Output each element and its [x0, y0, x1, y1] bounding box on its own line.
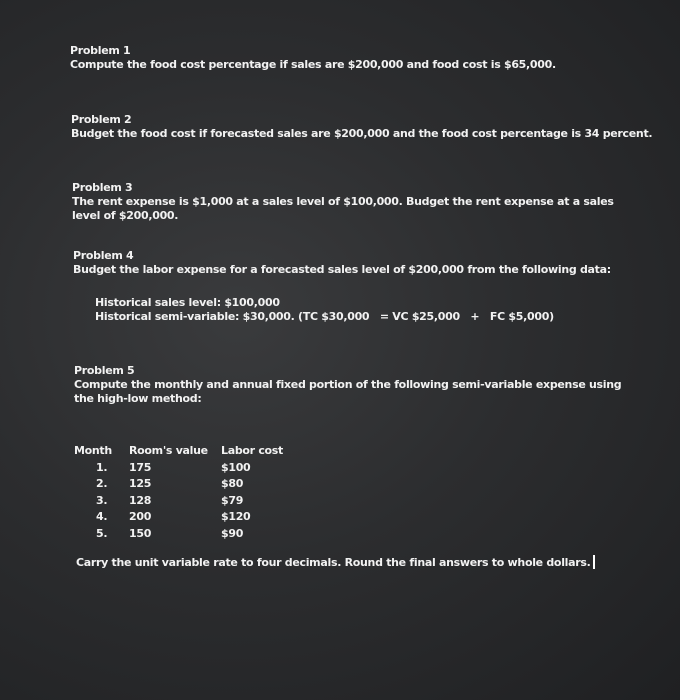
table-row [74, 510, 291, 527]
problem-5 [74, 364, 644, 406]
labor-cost-cell: $90 [221, 526, 244, 540]
rounding-note-text: Carry the unit variable rate to four decimals. Round the final answers to whole dollars. [76, 556, 591, 569]
table-row [74, 494, 291, 511]
month-cell: 5. [96, 526, 108, 540]
rounding-note [76, 555, 595, 570]
rooms-value-cell: 128 [129, 493, 152, 507]
labor-cost-cell: $100 [221, 460, 251, 474]
month-cell: 3. [96, 493, 108, 507]
historical-semi-variable: Historical semi-variable: $30,000. (TC $30,000 = VC $25,000 + FC $5,000) [95, 310, 554, 323]
problem-2-text: Budget the food cost if forecasted sales are $200,000 and the food cost percentage is 34 percent. [71, 127, 653, 140]
problem-2-title: Problem 2 [71, 113, 132, 126]
rooms-value-cell: 175 [129, 460, 152, 474]
historical-sales-level: Historical sales level: $100,000 [95, 296, 280, 309]
problem-4-data [95, 296, 554, 324]
problem-1 [70, 44, 556, 72]
month-cell: 4. [96, 510, 108, 523]
labor-cost-cell: $120 [221, 510, 251, 523]
month-cell: 2. [96, 477, 108, 490]
problem-2 [71, 113, 652, 141]
column-header-rooms-value: Room's value [129, 444, 208, 457]
rooms-value-cell: 150 [129, 526, 152, 540]
table-row [74, 461, 291, 478]
rooms-value-cell: 200 [129, 510, 152, 523]
problem-1-title: Problem 1 [70, 44, 131, 57]
problem-3 [72, 181, 632, 223]
problem-4-title: Problem 4 [73, 249, 134, 262]
problem-5-text: Compute the monthly and annual fixed portion of the following semi-variable expense using the high-low method: [74, 378, 622, 405]
text-cursor [593, 555, 595, 569]
month-cell: 1. [96, 460, 108, 474]
problem-3-title: Problem 3 [72, 181, 133, 194]
problem-4 [73, 249, 611, 277]
labor-cost-cell: $80 [221, 477, 244, 490]
labor-cost-cell: $79 [221, 493, 244, 507]
problem-3-text: The rent expense is $1,000 at a sales level of $100,000. Budget the rent expense at a sales level of $200,000. [72, 195, 614, 222]
column-header-month: Month [74, 444, 112, 457]
table-header-row [74, 444, 291, 461]
column-header-labor-cost: Labor cost [221, 444, 284, 457]
labor-cost-table [74, 444, 291, 543]
problem-5-title: Problem 5 [74, 364, 135, 377]
table-row [74, 527, 291, 544]
rooms-value-cell: 125 [129, 477, 152, 490]
table-row [74, 477, 291, 494]
problem-4-text: Budget the labor expense for a forecasted sales level of $200,000 from the following data: [73, 263, 611, 276]
problem-1-text: Compute the food cost percentage if sales are $200,000 and food cost is $65,000. [70, 58, 556, 71]
